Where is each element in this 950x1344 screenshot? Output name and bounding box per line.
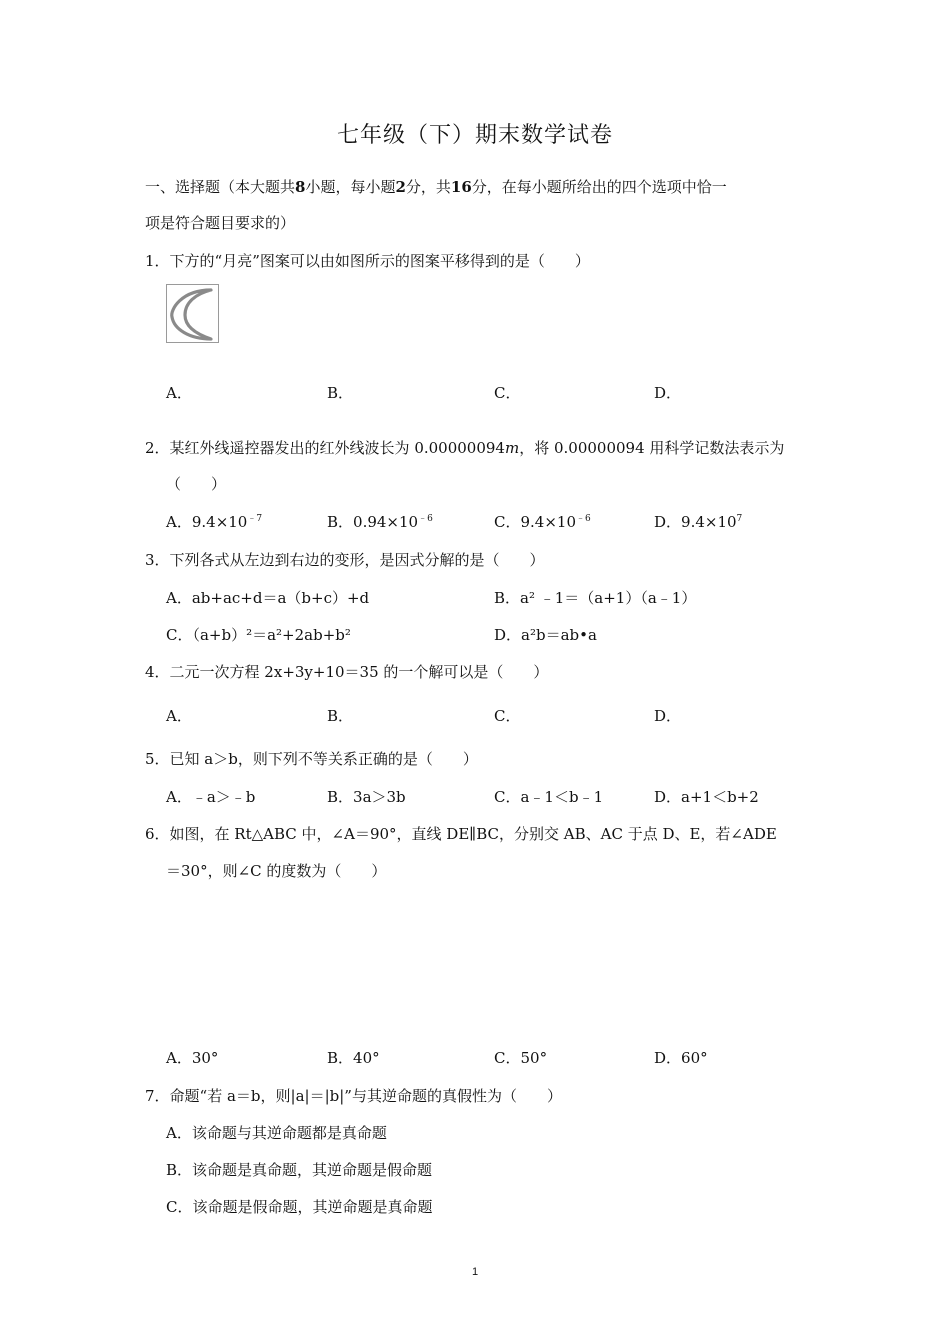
q1-option-b: B．	[327, 384, 354, 402]
q2-text-b: ，将 0.00000094 用科学记数法表示为	[519, 439, 785, 457]
question-1: 1．下方的“月亮”图案可以由如图所示的图案平移得到的是（ ）	[145, 252, 590, 270]
section-header-line2: 项是符合题目要求的）	[145, 214, 296, 232]
q4-option-d: D．	[654, 707, 682, 725]
question-6-line2: ＝30°，则∠C 的度数为（ ）	[166, 862, 387, 880]
q6-option-a: A．30°	[166, 1049, 219, 1067]
q2-option-c	[494, 511, 591, 532]
q7-option-a: A．该命题与其逆命题都是真命题	[166, 1124, 387, 1142]
section-each: 2	[395, 178, 406, 196]
q6-option-b: B．40°	[327, 1049, 380, 1067]
q3-option-a: A．ab+ac+d＝a（b+c）+d	[166, 589, 370, 607]
q2-option-b	[327, 511, 433, 532]
q2-c-base: C．9.4×10	[494, 513, 576, 531]
q2-text-a: 2．某红外线遥控器发出的红外线波长为 0.00000094	[145, 439, 505, 457]
q2-a-exp: ﹣7	[247, 514, 263, 524]
q5-option-c: C．a﹣1＜b﹣1	[494, 788, 604, 806]
q2-paren: （ ）	[166, 475, 227, 493]
q2-a-base: A．9.4×10	[166, 513, 248, 531]
q3-option-d: D．a²b＝ab•a	[494, 626, 597, 644]
question-5: 5．已知 a＞b，则下列不等关系正确的是（ ）	[145, 750, 478, 768]
q4-option-a: A．	[166, 707, 192, 725]
page-title: 七年级（下）期末数学试卷	[336, 123, 613, 148]
q5-option-a: A．﹣a＞﹣b	[166, 788, 256, 806]
section-text-d: 分，在每小题所给出的四个选项中恰一	[471, 178, 727, 196]
q6-option-c: C．50°	[494, 1049, 548, 1067]
question-6-line1: 6．如图，在 Rt△ABC 中，∠A＝90°，直线 DE∥BC，分别交 AB、AC 于点 D、E，若∠ADE	[145, 825, 777, 843]
q2-option-a	[166, 511, 262, 532]
q3-option-b: B．a² ﹣1＝（a+1）（a﹣1）	[494, 589, 697, 607]
q2-unit-m: m	[504, 439, 520, 457]
q4-option-b: B．	[327, 707, 354, 725]
q1-option-d: D．	[654, 384, 682, 402]
q1-option-a: A．	[166, 384, 192, 402]
q2-d-exp: 7	[736, 514, 743, 524]
q2-b-exp: ﹣6	[418, 514, 433, 524]
question-7: 7．命题“若 a＝b，则|a|＝|b|”与其逆命题的真假性为（ ）	[145, 1087, 562, 1105]
section-text-b: 小题，每小题	[305, 178, 396, 196]
q3-option-c: C．（a+b）²＝a²+2ab+b²	[166, 626, 351, 644]
question-3: 3．下列各式从左边到右边的变形，是因式分解的是（ ）	[145, 551, 545, 569]
q2-option-d	[654, 511, 742, 532]
q5-option-b: B．3a＞3b	[327, 788, 406, 806]
page-number: 1	[471, 1266, 479, 1278]
section-text-a: 一、选择题（本大题共	[145, 178, 296, 196]
q4-option-c: C．	[494, 707, 521, 725]
section-count: 8	[295, 178, 306, 196]
question-2	[145, 437, 784, 458]
q7-option-b: B．该命题是真命题，其逆命题是假命题	[166, 1161, 433, 1179]
q6-option-d: D．60°	[654, 1049, 708, 1067]
q1-option-c: C．	[494, 384, 521, 402]
q2-c-exp: ﹣6	[576, 514, 591, 524]
moon-figure	[166, 284, 219, 343]
question-4: 4．二元一次方程 2x+3y+10＝35 的一个解可以是（ ）	[145, 663, 549, 681]
q2-b-base: B．0.94×10	[327, 513, 419, 531]
crescent-moon-icon	[167, 285, 218, 342]
section-header-line1	[145, 176, 727, 197]
section-text-c: 分，共	[405, 178, 451, 196]
section-total: 16	[450, 178, 472, 196]
q7-option-c: C．该命题是假命题，其逆命题是真命题	[166, 1198, 433, 1216]
q2-d-base: D．9.4×10	[654, 513, 737, 531]
q5-option-d: D．a+1＜b+2	[654, 788, 759, 806]
